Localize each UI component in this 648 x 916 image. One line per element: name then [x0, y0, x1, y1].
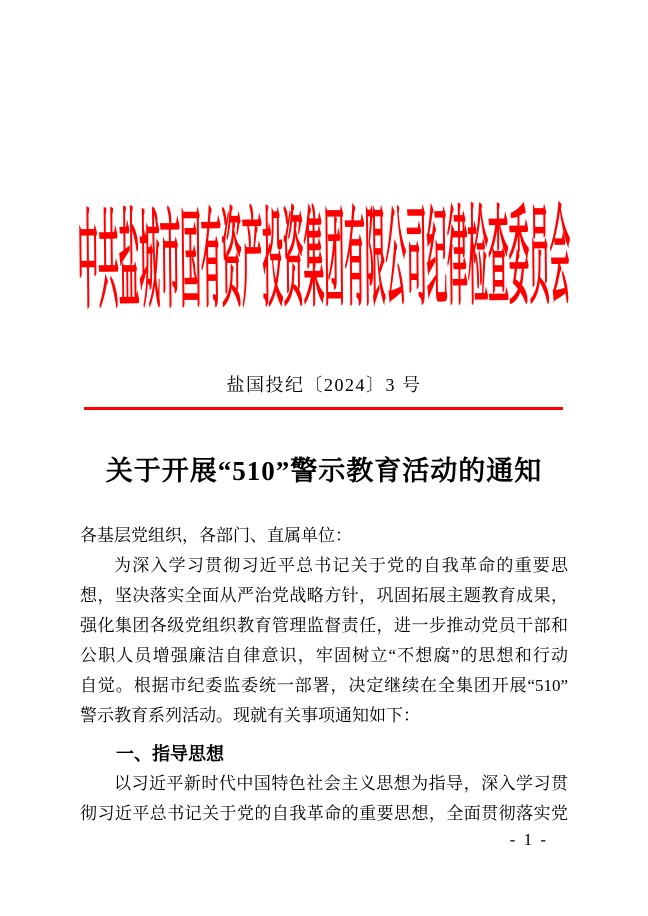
issuing-authority-title: 中共盐城市国有资产投资集团有限公司纪律检查委员会: [77, 198, 571, 323]
page-number: - 1 -: [509, 830, 548, 849]
body-line: 想，坚决落实全面从严治党战略方针，巩固拓展主题教育成果，: [80, 586, 568, 605]
body-line: 为深入学习贯彻习近平总书记关于党的自我革命的重要思: [114, 556, 568, 575]
document-body: [80, 521, 568, 829]
red-divider-line: [84, 407, 563, 410]
body-line: 彻习近平总书记关于党的自我革命的重要思想，全面贯彻落实党: [80, 804, 568, 823]
body-line: 公职人员增强廉洁自律意识，牢固树立“不想腐”的思想和行动: [80, 646, 568, 665]
section-heading: 一、指导思想: [116, 744, 224, 764]
body-line: 警示教育系列活动。现就有关事项通知如下：: [80, 706, 420, 725]
body-line: 自觉。根据市纪委监委统一部署，决定继续在全集团开展“510”: [80, 676, 568, 695]
body-line: 强化集团各级党组织教育管理监督责任，进一步推动党员干部和: [80, 616, 568, 635]
document-reference-number: 盐国投纪〔2024〕3 号: [226, 375, 422, 395]
document-title: 关于开展“510”警示教育活动的通知: [105, 456, 543, 486]
issuing-authority-header: [0, 198, 648, 323]
body-line: 以习近平新时代中国特色社会主义思想为指导，深入学习贯: [114, 774, 568, 793]
salutation-line: 各基层党组织，各部门、直属单位：: [80, 526, 352, 545]
